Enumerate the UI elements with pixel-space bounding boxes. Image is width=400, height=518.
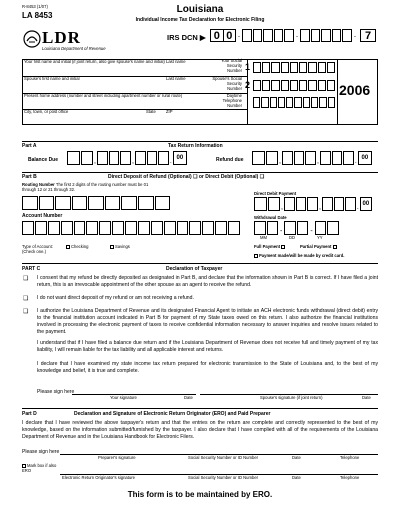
withdrawal-date-input[interactable]: - - — [254, 221, 339, 235]
refund-cents: 00 — [358, 151, 372, 165]
ero-telephone-caption: Telephone — [340, 475, 360, 480]
dcn-suffix-box: 7 — [360, 29, 376, 42]
refund-due-input[interactable]: , , . 00 — [252, 151, 372, 165]
declaration-examined: I declare that I have examined my state income tax return prepared for electronic transmission to the State of Louisiana and, to the best of my knowledge and belief, it is true and complete. — [37, 361, 378, 374]
debit-cents: 00 — [360, 197, 372, 211]
partial-payment-option[interactable]: Partial Payment — [300, 245, 338, 250]
declaration-authorize: I authorize the Louisiana Department of Revenue and its designated Financial Agent to initiate an ACH electronic funds withdrawal (direct debit) entry to the financial institution account indicated in Part B for payment of my State taxes owed on this return. I also authorize the financial institutions involved in processing the electronic payment of taxes to receive confidential information necessary to answer inquiries and resolve issues related to the payment. — [37, 308, 378, 335]
line-1-number: 1 — [245, 62, 251, 72]
irs-dcn-label: IRS DCN ▶ — [167, 33, 206, 42]
date-caption: Date — [184, 395, 193, 400]
spouse-last-name-label: Last name — [166, 76, 186, 81]
city-label: City, town, or post office — [24, 109, 69, 114]
line-2-number: 2 — [245, 80, 251, 90]
declaration-consent: I consent that my refund be directly deposited as designated in Part B, and declare that the information shown in Part B is correct. If I have filed a joint return, this is an irrevocable appointment of the other spouse as an agent to receive the refund. — [37, 275, 378, 288]
footer-note: This form is to be maintained by ERO. — [127, 490, 273, 499]
spouse-name-label: Spouse's first name and initial — [24, 76, 80, 81]
dcn-group-1[interactable] — [242, 29, 294, 42]
declaration-balance-due: I understand that if I have filed a balance due return and if the Louisiana Department of Revenue does not receive full and timely payment of my tax liability, I will remain liable for the tax liability and all applicable interest and returns. — [37, 340, 378, 353]
part-b-title: Direct Deposit of Refund (Optional) ❑ or Direct Debit (Optional) ❑ — [108, 174, 265, 180]
ero-declaration: I declare that I have reviewed the above taxpayer's return and that the entries on the return are complete and correctly represented to the best of my knowledge, based on the information submitted/furnished by the taxpayer. I also declare that I have complied with all of the requirements of the Louisiana Department of Revenue and in the Louisiana Handbook for Electronic Filers. — [22, 420, 378, 440]
first-name-label: Your first name and initial (if joint return, also give spouse's name and initial) — [24, 59, 165, 64]
debit-payment-input[interactable]: , , . 00 — [254, 197, 372, 211]
authorize-checkbox[interactable]: ❑ — [23, 309, 29, 315]
spouse-ssn-label: Spouse's Social Security Number — [212, 76, 242, 91]
account-number-label: Account Number — [22, 213, 63, 219]
ssn-label: Your Social Security Number — [220, 58, 242, 73]
full-payment-checkbox[interactable] — [281, 245, 285, 249]
form-subtitle: Individual Income Tax Declaration for Electronic Filing — [135, 17, 265, 23]
dcn-group-2[interactable] — [300, 29, 352, 42]
taxpayer-name-input[interactable] — [24, 66, 239, 74]
debit-payment-label: Direct Debit Payment — [254, 191, 297, 196]
ssn-id-caption-2: Social Security Number or ID Number — [188, 475, 259, 480]
form-title: Louisiana — [176, 4, 224, 15]
withdrawal-date-label: Withdrawal Date — [254, 215, 287, 220]
yy-label: YY — [317, 235, 323, 240]
balance-cents: 00 — [173, 151, 187, 165]
declaration-no-deposit: I do not want direct deposit of my refund or am not receiving a refund. — [37, 295, 194, 301]
part-a-label: Part A — [22, 143, 37, 149]
preparer-telephone-caption: Telephone — [340, 455, 360, 460]
dcn-dash: - — [238, 34, 240, 40]
mm-label: MM — [260, 235, 267, 240]
last-name-label: Last name — [166, 59, 186, 64]
ero-mark-box[interactable]: Mark box if also ERO — [22, 463, 57, 473]
checking-option[interactable]: Checking — [66, 245, 88, 250]
ssn-input[interactable] — [253, 62, 335, 73]
savings-checkbox[interactable] — [110, 245, 114, 249]
address-label: Present home address (number and street including apartment number or rural route) — [24, 93, 183, 98]
account-number-input[interactable] — [22, 221, 240, 235]
sign-here-label-c: Please sign here — [37, 389, 75, 395]
credit-card-option[interactable]: Payment made/will be made by credit card. — [254, 254, 344, 259]
preparer-date-caption: Date — [292, 455, 301, 460]
zip-label: ZIP — [166, 109, 173, 114]
full-payment-option[interactable]: Full Payment — [254, 245, 286, 250]
part-d-title: Declaration and Signature of Electronic Return Originator (ERO) and Paid Preparer — [74, 411, 271, 417]
type-of-account: Type of Account: (Check one.) — [22, 244, 53, 254]
state-label: State — [146, 109, 156, 114]
ssn-id-caption: Social Security Number or ID Number — [188, 455, 259, 460]
dcn-dash: - — [354, 34, 356, 40]
routing-note: Routing Number The first 2 digits of the routing number must be 01 through 12 or 21 through 32. — [22, 182, 149, 192]
part-b-label: Part B — [22, 174, 37, 180]
balance-due-label: Balance Due — [28, 157, 59, 163]
dcn-dash: - — [296, 34, 298, 40]
city-state-zip-input[interactable] — [24, 116, 239, 123]
form-code: R-8453 (1/07) — [22, 4, 48, 9]
balance-due-input[interactable]: , , . 00 — [67, 151, 187, 165]
address-input[interactable] — [24, 100, 209, 108]
spouse-name-input[interactable] — [24, 83, 239, 91]
part-d-label: Part D — [22, 411, 37, 417]
spouse-signature-caption: Spouse's signature (if joint return) — [260, 395, 323, 400]
ldr-logo — [22, 28, 106, 54]
dd-label: DD — [289, 235, 296, 240]
pelican-icon — [22, 30, 42, 48]
part-c-label: PART C — [22, 266, 41, 272]
date-caption-2: Date — [362, 395, 371, 400]
dcn-prefix-digit: 0 — [211, 30, 224, 41]
your-signature-caption: Your signature — [110, 395, 137, 400]
sign-here-label-d: Please sign here — [22, 449, 60, 455]
part-c-title: Declaration of Taxpayer — [166, 266, 223, 272]
dcn-prefix-digit: 0 — [226, 30, 233, 42]
savings-option[interactable]: Savings — [110, 245, 130, 250]
phone-label: Daytime Telephone Number — [222, 93, 242, 108]
spouse-ssn-input[interactable] — [253, 80, 335, 91]
ero-date-caption: Date — [292, 475, 301, 480]
tax-year: 2006 — [339, 82, 371, 98]
logo-text: LDR — [42, 28, 81, 47]
credit-card-checkbox[interactable] — [254, 254, 258, 258]
part-a-title: Tax Return Information — [168, 143, 223, 149]
dcn-prefix-box — [210, 29, 236, 42]
consent-checkbox[interactable]: ❑ — [23, 276, 29, 282]
form-number: LA 8453 — [22, 11, 53, 20]
ero-signature-caption: Electronic Return Originator's signature — [62, 475, 135, 480]
phone-input[interactable] — [253, 97, 335, 108]
logo-caption: Louisiana Department of Revenue — [42, 46, 106, 51]
checking-checkbox[interactable] — [66, 245, 70, 249]
refund-due-label: Refund due — [216, 157, 244, 163]
partial-payment-checkbox[interactable] — [333, 245, 337, 249]
routing-number-input[interactable] — [22, 196, 170, 210]
preparer-signature-caption: Preparer's signature — [98, 455, 136, 460]
no-deposit-checkbox[interactable]: ❑ — [23, 296, 29, 302]
